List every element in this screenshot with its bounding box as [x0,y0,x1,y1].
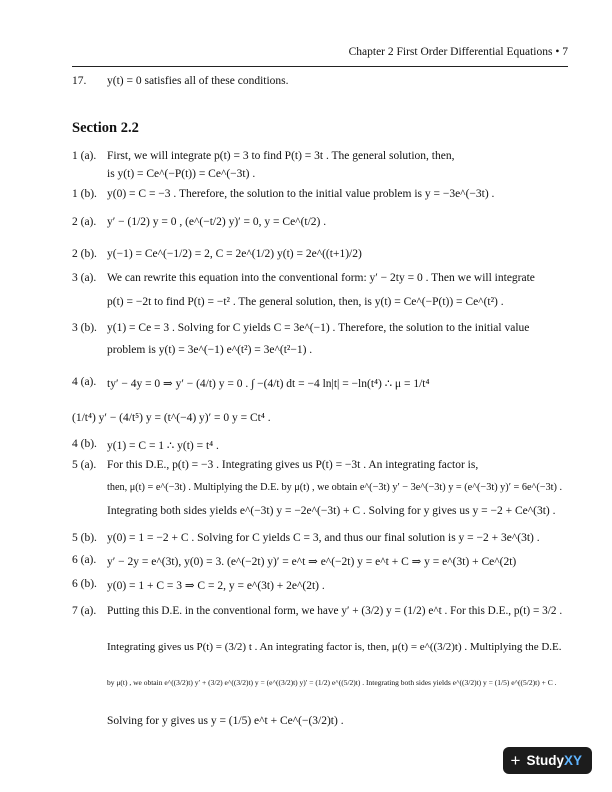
line-label: 2 (a). [72,216,97,228]
line-text: y(1) = C = 1 ∴ y(t) = t⁴ . [107,440,219,452]
page-header: Chapter 2 First Order Differential Equations • 7 [348,46,568,58]
line-text: problem is y(t) = 3e^(−1) e^(t²) = 3e^(t²−1) . [107,344,313,356]
item-17-label: 17. [72,75,87,87]
line-text: y(0) = 1 = −2 + C . Solving for C yields C = 3, and thus our final solution is y = −2 + 3e^(3t) . [107,532,540,544]
line-label: 1 (b). [72,188,97,200]
line-text: is y(t) = Ce^(−P(t)) = Ce^(−3t) . [107,168,256,180]
item-17-text: y(t) = 0 satisfies all of these conditions. [107,75,289,87]
line-text: (1/t⁴) y′ − (4/t⁵) y = (t^(−4) y)′ = 0 y = Ct⁴ . [72,412,271,424]
line-text: We can rewrite this equation into the conventional form: y′ − 2ty = 0 . Then we will integrate [107,272,535,284]
logo-accent: XY [563,753,582,768]
line-label: 5 (a). [72,459,97,471]
line-text: Solving for y gives us y = (1/5) e^t + Ce^(−(3/2)t) . [107,715,344,727]
studyxy-logo [503,747,592,774]
line-text: y(0) = C = −3 . Therefore, the solution to the initial value problem is y = −3e^(−3t) . [107,188,495,200]
line-label: 5 (b). [72,532,97,544]
plus-icon: + [510,751,521,770]
section-title: Section 2.2 [72,120,139,136]
line-text: p(t) = −2t to find P(t) = −t² . The general solution, then, is y(t) = Ce^(−P(t)) = Ce^(t²) . [107,296,504,308]
line-text: First, we will integrate p(t) = 3 to find P(t) = 3t . The general solution, then, [107,150,455,162]
line-text: For this D.E., p(t) = −3 . Integrating gives us P(t) = −3t . An integrating factor is, [107,459,479,471]
line-text: y(−1) = Ce^(−1/2) = 2, C = 2e^(1/2) y(t) = 2e^((t+1)/2) [107,248,362,260]
line-label: 1 (a). [72,150,97,162]
line-label: 4 (b). [72,438,97,450]
logo-text: Study [526,753,564,768]
line-text: ty′ − 4y = 0 ⇒ y′ − (4/t) y = 0 . ∫ −(4/t) dt = −4 ln|t| = −ln(t⁴) ∴ μ = 1/t⁴ [107,378,430,390]
line-text: y(0) = 1 + C = 3 ⇒ C = 2, y = e^(3t) + 2e^(2t) . [107,580,325,592]
line-label: 6 (a). [72,554,97,566]
header-rule [72,66,568,67]
line-label: 2 (b). [72,248,97,260]
line-text: Putting this D.E. in the conventional form, we have y′ + (3/2) y = (1/2) e^t . For this D.E., p(t) = 3/2 . [107,605,563,617]
line-text: Integrating both sides yields e^(−3t) y = −2e^(−3t) + C . Solving for y gives us y = −2 + Ce^(3t) . [107,505,556,517]
line-text: y′ − 2y = e^(3t), y(0) = 3. (e^(−2t) y)′ = e^t ⇒ e^(−2t) y = e^t + C ⇒ y = e^(3t) + Ce^(2t) [107,556,517,568]
line-label: 3 (b). [72,322,97,334]
line-text: y′ − (1/2) y = 0 , (e^(−t/2) y)′ = 0, y = Ce^(t/2) . [107,216,327,228]
line-label: 6 (b). [72,578,97,590]
line-text: Integrating gives us P(t) = (3/2) t . An integrating factor is, then, μ(t) = e^((3/2)t) . Multiplying the D.E. [107,641,562,653]
line-text: y(1) = Ce = 3 . Solving for C yields C = 3e^(−1) . Therefore, the solution to the initial value [107,322,530,334]
line-label: 4 (a). [72,376,97,388]
line-label: 3 (a). [72,272,97,284]
line-label: 7 (a). [72,605,97,617]
line-text: then, μ(t) = e^(−3t) . Multiplying the D.E. by μ(t) , we obtain e^(−3t) y′ − 3e^(−3t) y = (e^(−3t) y)′ = 6e^(−3t) . [107,482,563,493]
line-text: by μ(t) , we obtain e^((3/2)t) y′ + (3/2) e^((3/2)t) y = (e^((3/2)t) y)′ = (1/2) e^((5/2)t) . Integrating both sides yields e^((3/2)t) y = (1/5) e^((5/2)t) + C . [107,678,557,687]
